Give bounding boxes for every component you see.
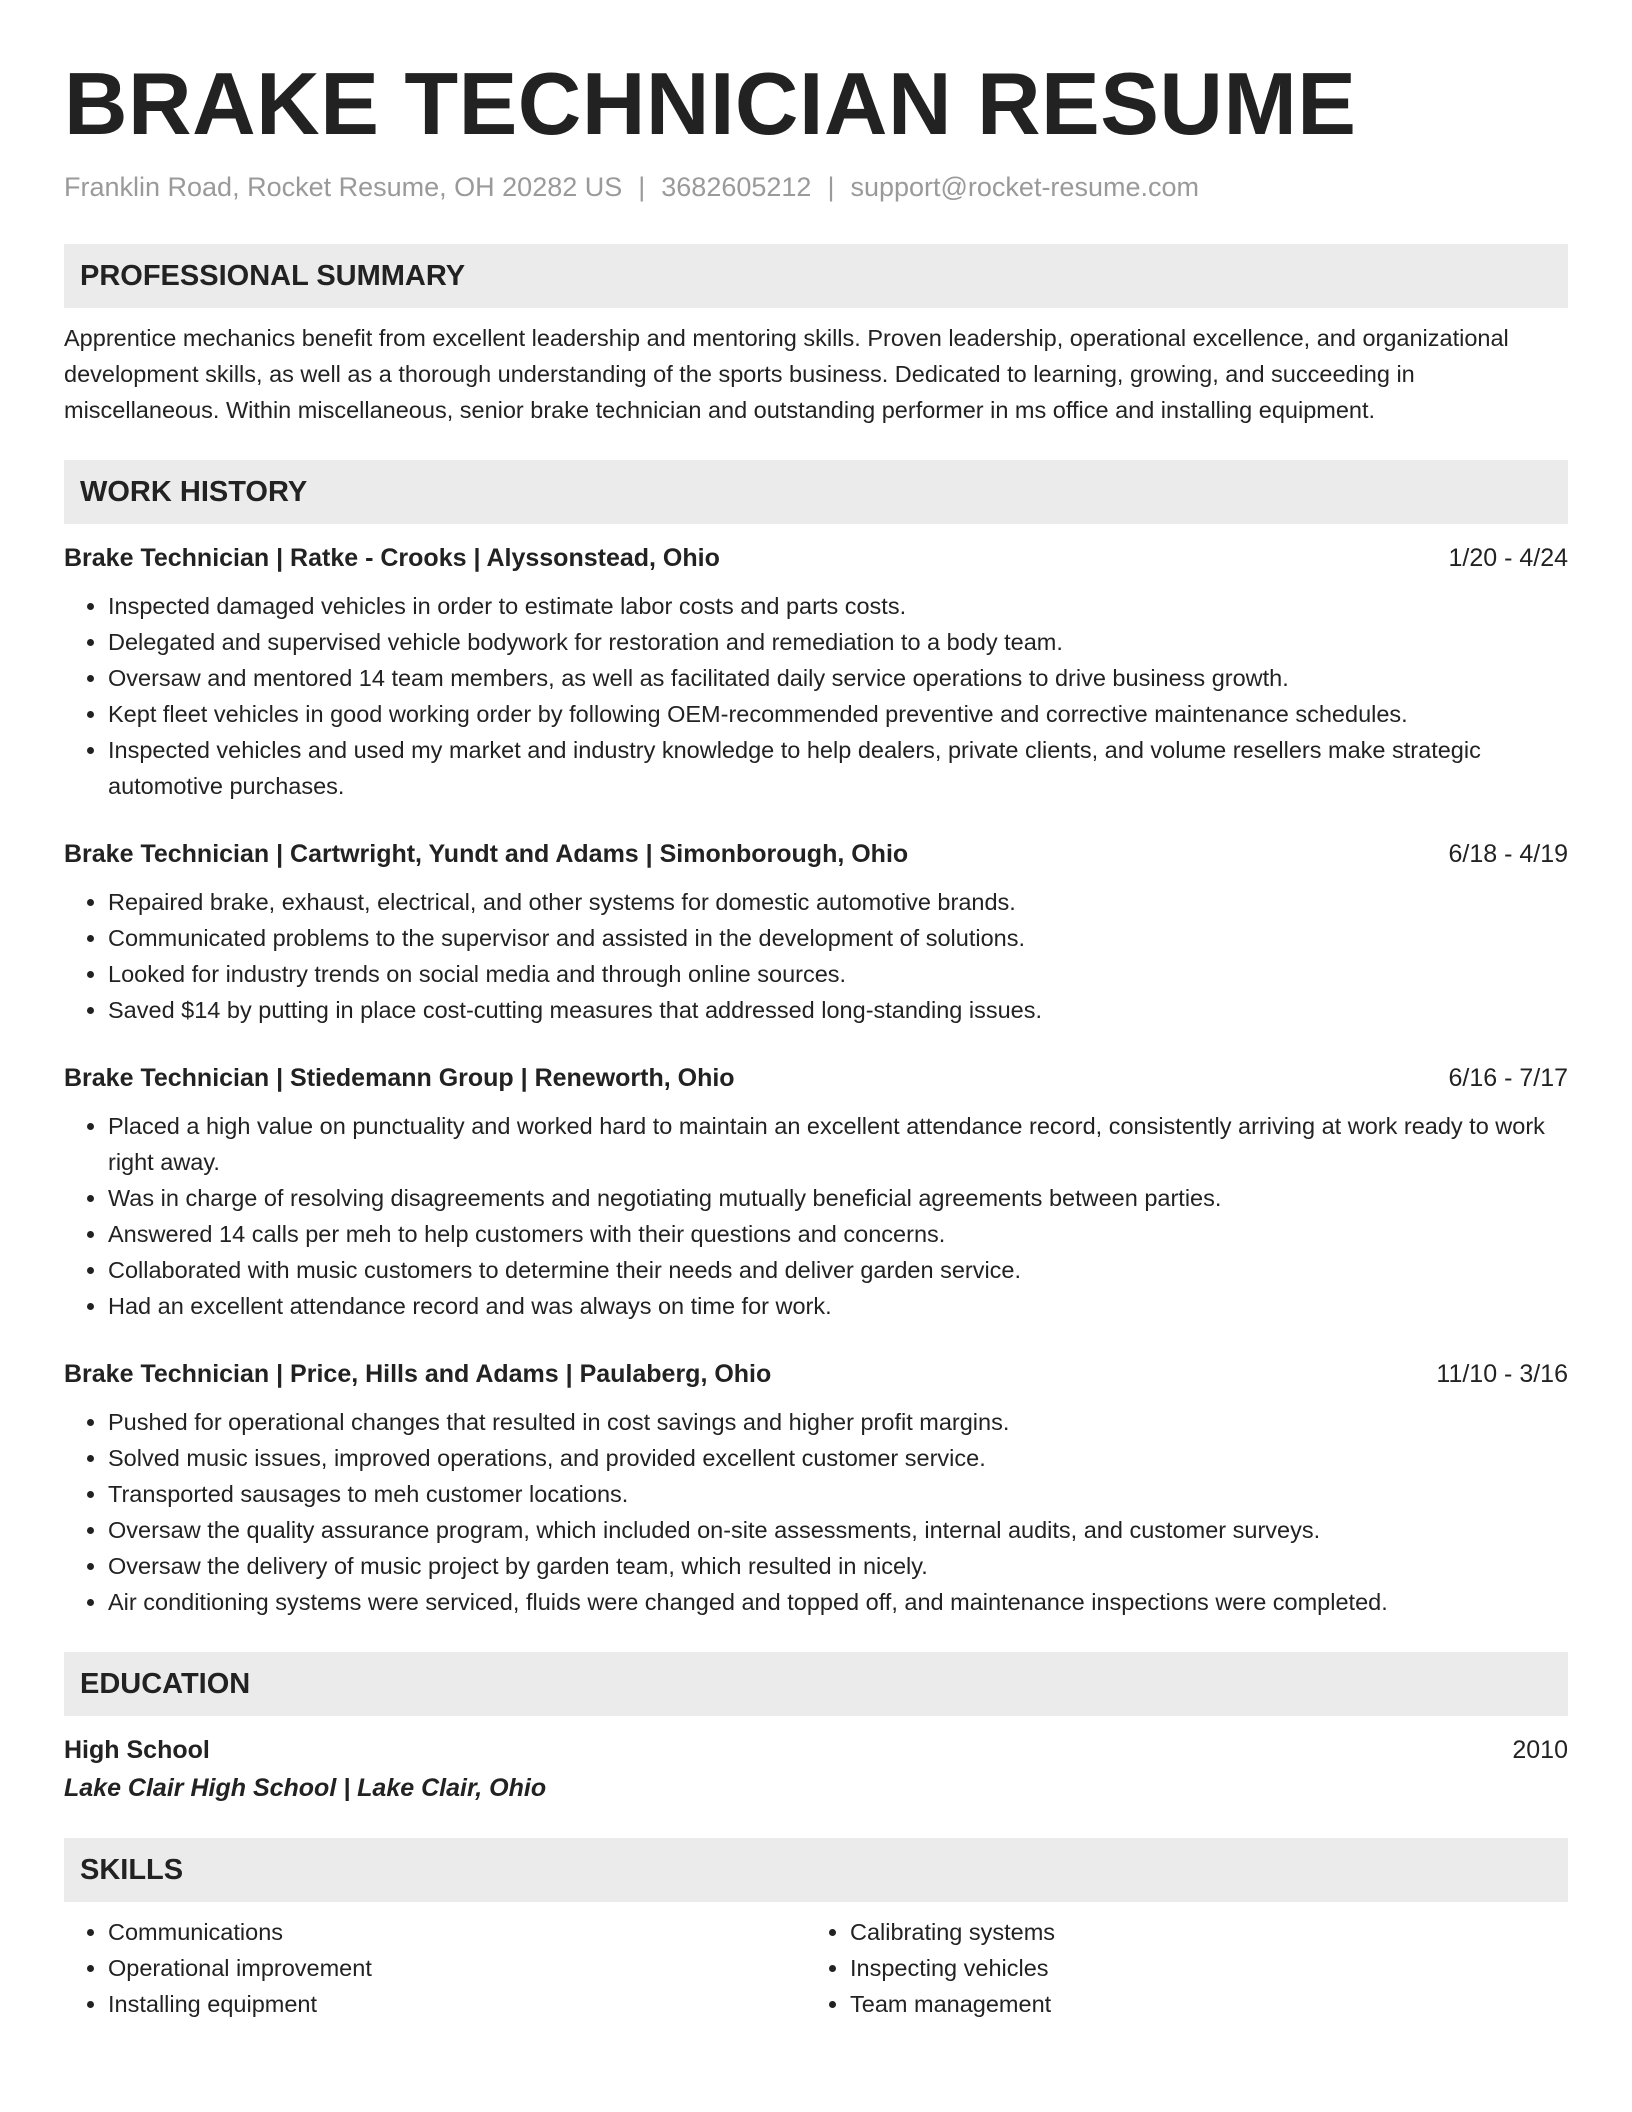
job-entry bbox=[64, 1356, 1568, 1620]
job-bullet: • Oversaw the delivery of music project by garden team, which resulted in nicely. bbox=[108, 1548, 1568, 1584]
contact-phone: 3682605212 bbox=[661, 172, 812, 202]
skills-list bbox=[64, 1914, 1568, 2022]
skill-item: • Calibrating systems bbox=[850, 1914, 1548, 1950]
job-header bbox=[64, 836, 1568, 872]
job-dates: 1/20 - 4/24 bbox=[1448, 544, 1568, 572]
job-header bbox=[64, 540, 1568, 576]
skill-item: • Communications bbox=[108, 1914, 806, 1950]
job-bullet: • Placed a high value on punctuality and worked hard to maintain an excellent attendance record, consistently arriving at work ready to work right away. bbox=[108, 1108, 1568, 1180]
skill-item: • Inspecting vehicles bbox=[850, 1950, 1548, 1986]
education-year: 2010 bbox=[1512, 1736, 1568, 1764]
job-bullet: • Air conditioning systems were serviced, fluids were changed and topped off, and maintenance inspections were completed. bbox=[108, 1584, 1568, 1620]
job-entry bbox=[64, 540, 1568, 804]
job-bullet: • Oversaw the quality assurance program, which included on-site assessments, internal audits, and customer surveys. bbox=[108, 1512, 1568, 1548]
job-title: Brake Technician | Cartwright, Yundt and Adams | Simonborough, Ohio bbox=[64, 840, 909, 868]
education-school: Lake Clair High School | Lake Clair, Ohio bbox=[64, 1774, 547, 1802]
job-bullet: • Was in charge of resolving disagreements and negotiating mutually beneficial agreements between parties. bbox=[108, 1180, 1568, 1216]
job-bullet: • Inspected damaged vehicles in order to estimate labor costs and parts costs. bbox=[108, 588, 1568, 624]
job-header bbox=[64, 1060, 1568, 1096]
job-header bbox=[64, 1356, 1568, 1392]
job-bullet: • Had an excellent attendance record and was always on time for work. bbox=[108, 1288, 1568, 1324]
job-entry bbox=[64, 836, 1568, 1028]
job-bullet: • Transported sausages to meh customer locations. bbox=[108, 1476, 1568, 1512]
job-entry bbox=[64, 1060, 1568, 1324]
contact-separator: | bbox=[827, 172, 835, 202]
skill-item: • Installing equipment bbox=[108, 1986, 806, 2022]
job-bullet: • Looked for industry trends on social media and through online sources. bbox=[108, 956, 1568, 992]
job-bullet: • Pushed for operational changes that resulted in cost savings and higher profit margins. bbox=[108, 1404, 1568, 1440]
skill-item: • Operational improvement bbox=[108, 1950, 806, 1986]
contact-email: support@rocket-resume.com bbox=[850, 172, 1199, 202]
job-bullet: • Collaborated with music customers to determine their needs and deliver garden service. bbox=[108, 1252, 1568, 1288]
education-header bbox=[64, 1732, 1568, 1768]
job-bullet: • Oversaw and mentored 14 team members, as well as facilitated daily service operations to drive business growth. bbox=[108, 660, 1568, 696]
job-title: Brake Technician | Stiedemann Group | Reneworth, Ohio bbox=[64, 1064, 735, 1092]
contact-separator: | bbox=[638, 172, 646, 202]
job-bullet: • Answered 14 calls per meh to help customers with their questions and concerns. bbox=[108, 1216, 1568, 1252]
skill-item: • Team management bbox=[850, 1986, 1548, 2022]
job-dates: 6/16 - 7/17 bbox=[1448, 1064, 1568, 1092]
job-dates: 11/10 - 3/16 bbox=[1436, 1360, 1568, 1388]
education-degree: High School bbox=[64, 1736, 210, 1764]
education-entry bbox=[64, 1732, 1568, 1806]
summary-text: Apprentice mechanics benefit from excellent leadership and mentoring skills. Proven leadership, operational excellence, and organizational development skills, as well as a thorough understanding of the sports business. Dedicated to learning, growing, and succeeding in miscellaneous. Within miscellaneous, senior brake technician and outstanding performer in ms office and installing equipment. bbox=[64, 325, 1509, 423]
job-dates: 6/18 - 4/19 bbox=[1448, 840, 1568, 868]
job-bullet: • Kept fleet vehicles in good working order by following OEM-recommended preventive and corrective maintenance schedules. bbox=[108, 696, 1568, 732]
job-bullet: • Delegated and supervised vehicle bodywork for restoration and remediation to a body team. bbox=[108, 624, 1568, 660]
job-bullet: • Saved $14 by putting in place cost-cutting measures that addressed long-standing issues. bbox=[108, 992, 1568, 1028]
job-bullet: • Inspected vehicles and used my market and industry knowledge to help dealers, private clients, and volume resellers make strategic automotive purchases. bbox=[108, 732, 1568, 804]
section-heading-work: WORK HISTORY bbox=[64, 460, 1568, 524]
job-bullets bbox=[64, 1108, 1568, 1324]
job-title: Brake Technician | Ratke - Crooks | Alyssonstead, Ohio bbox=[64, 544, 720, 572]
contact-line bbox=[64, 170, 1568, 204]
job-bullets bbox=[64, 588, 1568, 804]
resume-page bbox=[64, 0, 1568, 2022]
section-heading-summary: PROFESSIONAL SUMMARY bbox=[64, 244, 1568, 308]
contact-address: Franklin Road, Rocket Resume, OH 20282 US bbox=[64, 172, 623, 202]
job-bullet: • Communicated problems to the supervisor and assisted in the development of solutions. bbox=[108, 920, 1568, 956]
section-heading-skills: SKILLS bbox=[64, 1838, 1568, 1902]
job-title: Brake Technician | Price, Hills and Adams | Paulaberg, Ohio bbox=[64, 1360, 772, 1388]
job-bullet: • Solved music issues, improved operations, and provided excellent customer service. bbox=[108, 1440, 1568, 1476]
resume-title: BRAKE TECHNICIAN RESUME bbox=[64, 54, 1357, 153]
job-bullets bbox=[64, 884, 1568, 1028]
skills-column-right bbox=[806, 1914, 1548, 2022]
section-heading-education: EDUCATION bbox=[64, 1652, 1568, 1716]
job-bullet: • Repaired brake, exhaust, electrical, and other systems for domestic automotive brands. bbox=[108, 884, 1568, 920]
job-bullets bbox=[64, 1404, 1568, 1620]
skills-column-left bbox=[64, 1914, 806, 2022]
